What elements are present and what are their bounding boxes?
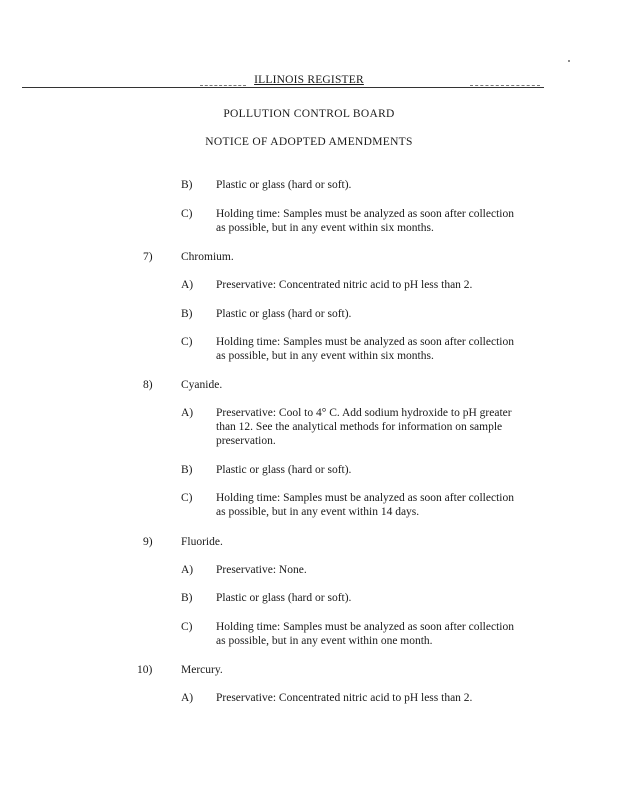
item-label: B) bbox=[181, 464, 193, 476]
item-label: B) bbox=[181, 179, 193, 191]
item-label: C) bbox=[181, 492, 193, 504]
item-text-line: preservation. bbox=[216, 435, 276, 447]
item-text-line: Holding time: Samples must be analyzed as soon after collection bbox=[216, 336, 514, 348]
section-title: Chromium. bbox=[181, 251, 234, 263]
item-text-line: than 12. See the analytical methods for information on sample bbox=[216, 421, 503, 433]
item-label: C) bbox=[181, 336, 193, 348]
scan-speck bbox=[568, 60, 570, 62]
item-text-line: as possible, but in any event within one month. bbox=[216, 635, 433, 647]
item-text-line: Holding time: Samples must be analyzed as soon after collection bbox=[216, 492, 514, 504]
section-title: Fluoride. bbox=[181, 536, 223, 548]
item-text-line: Preservative: Concentrated nitric acid to pH less than 2. bbox=[216, 692, 473, 704]
item-text-line: Preservative: Concentrated nitric acid to pH less than 2. bbox=[216, 279, 473, 291]
item-text-line: Plastic or glass (hard or soft). bbox=[216, 592, 352, 604]
item-label: C) bbox=[181, 208, 193, 220]
item-text-line: Holding time: Samples must be analyzed as soon after collection bbox=[216, 208, 514, 220]
item-label: A) bbox=[181, 279, 194, 291]
item-label: B) bbox=[181, 308, 193, 320]
header-rule bbox=[22, 87, 544, 88]
section-number: 10) bbox=[137, 664, 153, 676]
item-text-line: Preservative: None. bbox=[216, 564, 307, 576]
section-number: 9) bbox=[143, 536, 153, 548]
item-label: B) bbox=[181, 592, 193, 604]
item-label: C) bbox=[181, 621, 193, 633]
section-number: 7) bbox=[143, 251, 153, 263]
notice-title: NOTICE OF ADOPTED AMENDMENTS bbox=[205, 136, 413, 148]
section-title: Mercury. bbox=[181, 664, 223, 676]
item-text: Plastic or glass (hard or soft). bbox=[216, 179, 352, 191]
item-label: A) bbox=[181, 564, 194, 576]
section-number: 8) bbox=[143, 379, 153, 391]
item-text-line: as possible, but in any event within six months. bbox=[216, 350, 434, 362]
item-text-line: Holding time: Samples must be analyzed as soon after collection bbox=[216, 621, 514, 633]
item-text-line: as possible, but in any event within 14 days. bbox=[216, 506, 420, 518]
register-title: ILLINOIS REGISTER bbox=[254, 74, 364, 86]
item-text-line: as possible, but in any event within six months. bbox=[216, 222, 434, 234]
header-dash-right bbox=[470, 85, 540, 86]
item-label: A) bbox=[181, 407, 194, 419]
item-text-line: Plastic or glass (hard or soft). bbox=[216, 464, 352, 476]
item-text-line: Preservative: Cool to 4° C. Add sodium hydroxide to pH greater bbox=[216, 407, 512, 419]
agency-title: POLLUTION CONTROL BOARD bbox=[223, 108, 395, 120]
item-text-line: Plastic or glass (hard or soft). bbox=[216, 308, 352, 320]
section-title: Cyanide. bbox=[181, 379, 223, 391]
item-label: A) bbox=[181, 692, 194, 704]
